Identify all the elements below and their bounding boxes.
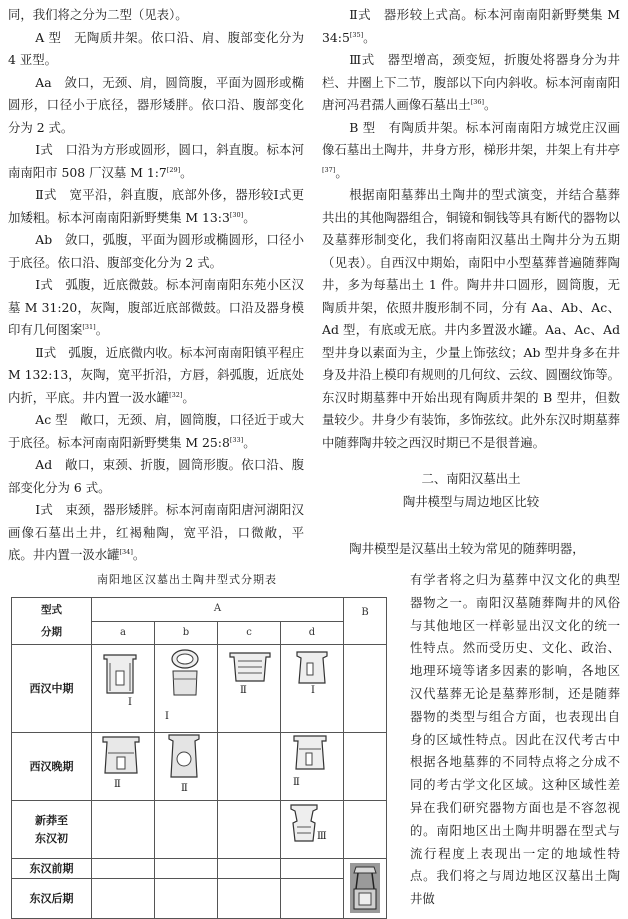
paragraph: 根据南阳墓葬出土陶井的型式演变，并结合墓葬共出的其他陶器组合，铜镜和铜钱等具有断代的器物以及墓葬形制变化，我们将南阳汉墓出土陶井分为五期（见表）。自西汉中期始，南阳中小型墓葬普遍随葬陶井，多为每墓出土 1 件。陶井井口圆形，圆筒腹，无陶质井架，依照井腹形制不同，分有 Aa、Ab、Ac、Ad 型，有底或无底。井内多置汲水罐。Aa、Ac、Ad 型井身以素面为主，少量上饰弦纹；Ab 型井身多在井身及井沿上模印有规则的几何纹、云纹、圆圈纹饰等。东汉时期墓葬中开始出现有陶质井架的 B 型井，但数量较少。井身少有装饰，多饰弦纹。此外东汉时期墓葬中随葬陶井较之西汉时期已不是很普遍。 <box>322 187 620 450</box>
form-label: Ⅱ <box>181 783 188 794</box>
paragraph: Ⅱ式 器形较上式高。标本河南南阳新野樊集 M 34:5[35]。 <box>322 7 620 45</box>
period-label: 新莽至 东汉初 <box>12 801 92 859</box>
footnote-ref[interactable]: [33] <box>229 435 244 444</box>
table-cell <box>92 645 155 733</box>
section-heading: 二、南阳汉墓出土 <box>421 471 521 486</box>
well-model-icon <box>293 733 327 771</box>
table-cell <box>281 859 344 879</box>
footnote-ref[interactable]: [36] <box>470 98 485 106</box>
well-model-icon <box>169 649 201 699</box>
table-cell <box>218 801 281 859</box>
section-heading: 陶井模型与周边地区比较 <box>402 493 540 509</box>
paragraph: Ⅰ式 口沿为方形或圆形，圆口，斜直腹。标本河南南阳市 508 厂汉墓 M 1:7[29]。 <box>8 142 304 180</box>
well-model-icon <box>102 649 138 695</box>
table-cell <box>155 801 218 859</box>
paragraph: Ab 敛口，弧腹，平面为圆形或椭圆形，口径小于底径。依口沿、腹部变化分为 2 式。 <box>8 232 304 270</box>
form-label: Ⅱ <box>240 685 247 696</box>
table-cell <box>344 733 387 801</box>
table-cell <box>218 645 281 733</box>
well-model-icon <box>228 649 272 683</box>
well-model-icon <box>295 649 329 685</box>
col-header-A: A <box>92 598 344 622</box>
paragraph: Ⅲ式 器型增高，颈变短，折腹处将器身分为井栏、井圈上下二节，腹部以下向内斜收。标本河南南阳唐河冯君孺人画像石墓出土[36]。 <box>322 52 620 112</box>
table-title: 南阳地区汉墓出土陶井型式分期表 <box>97 573 277 586</box>
header-type: 型式 <box>41 604 62 616</box>
table-cell <box>281 801 344 859</box>
period-table <box>11 597 387 919</box>
paragraph: A 型 无陶质井架。依口沿、肩、腹部变化分为 4 亚型。 <box>8 29 304 67</box>
form-label: Ⅲ <box>317 831 327 842</box>
col-header-d: d <box>281 621 344 645</box>
table-cell <box>155 733 218 801</box>
table-cell <box>155 879 218 919</box>
footnote-ref[interactable]: [31] <box>82 323 96 331</box>
table-cell <box>92 733 155 801</box>
paragraph: Ac 型 敞口，无颈、肩，圆筒腹，口径近于或大于底径。标本河南南阳新野樊集 M 25:8[33]。 <box>8 412 304 450</box>
paragraph: Ⅱ式 弧腹，近底微内收。标本河南南阳镇平程庄 M 132:13，灰陶，宽平折沿，方唇，斜弧腹，近底处内折，平底。井内置一汲水罐[32]。 <box>8 344 304 405</box>
table-cell <box>218 859 281 879</box>
footnote-ref[interactable]: [32] <box>169 390 183 399</box>
form-label: Ⅰ <box>128 697 132 708</box>
table-cell <box>92 801 155 859</box>
table-cell <box>344 801 387 859</box>
table-cell <box>344 645 387 733</box>
footnote-ref[interactable]: [35] <box>349 30 364 39</box>
table-cell <box>155 645 218 733</box>
table-cell <box>281 645 344 733</box>
col-header-B: B <box>344 598 387 645</box>
paragraph: Aa 敛口，无颈、肩，圆筒腹，平面为圆形或椭圆形，口径小于底径，器形矮胖。依口沿、腹部变化分为 2 式。 <box>8 74 304 135</box>
period-label: 东汉后期 <box>12 879 92 919</box>
well-model-icon <box>167 733 201 779</box>
paragraph: Ⅰ式 束颈，器形矮胖。标本河南南阳唐河湖阳汉画像石墓出土井，红褐釉陶，宽平沿，口微敞，平底。井内置一汲水罐[34]。 <box>8 502 304 562</box>
col-header-c: c <box>218 621 281 645</box>
form-label: Ⅱ <box>114 779 121 790</box>
col-header-b: b <box>155 621 218 645</box>
period-label: 东汉前期 <box>12 859 92 879</box>
paragraph: Ad 敞口，束颈、折腹，圆筒形腹。依口沿、腹部变化分为 6 式。 <box>8 457 304 495</box>
paragraph: Ⅰ式 弧腹，近底微鼓。标本河南南阳东苑小区汉墓 M 31:20，灰陶，腹部近底部微鼓。口沿及器身模印有几何图案[31]。 <box>8 277 304 337</box>
form-label: Ⅱ <box>293 777 300 788</box>
table-cell <box>218 733 281 801</box>
header-type-period <box>12 598 92 645</box>
wrapped-paragraph: 有学者将之归为墓葬中汉文化的典型器物之一。南阳汉墓随葬陶井的风俗与其他地区一样彰显出汉文化的统一性特点。然而受历史、文化、政治、地理环境等诸多因素的影响，各地区汉代墓葬无论是墓葬形制，还是随葬器物的类型与组合方面，也表现出自身的区域性特点。因此在汉代考古中根据各地墓葬的不同特点将之分成不同的考古学文化区域。这种区域性差异在我们研究器物方面也是不容忽视的。南阳地区出土陶井明器在型式与流行程度上表现出一定的地域性特点。我们将之与周边地区汉墓出土陶井做 <box>410 572 620 907</box>
period-label: 西汉中期 <box>12 645 92 733</box>
table-cell <box>218 879 281 919</box>
table-cell <box>344 859 387 919</box>
header-period: 分期 <box>41 626 62 638</box>
form-label: Ⅰ <box>165 711 169 722</box>
well-model-icon <box>289 803 319 843</box>
paragraph: 同，我们将之分为二型（见表）。 <box>8 7 188 22</box>
footnote-ref[interactable]: [30] <box>229 210 244 219</box>
footnote-ref[interactable]: [37] <box>322 165 336 174</box>
footnote-ref[interactable]: [29] <box>166 165 181 174</box>
table-cell <box>281 733 344 801</box>
paragraph-first-line: 陶井模型是汉墓出土较为常见的随葬明器， <box>349 541 585 556</box>
paragraph: Ⅱ式 宽平沿，斜直腹，底部外侈，器形较Ⅰ式更加矮粗。标本河南南阳新野樊集 M 13:3[30]。 <box>8 187 304 225</box>
table-cell <box>155 859 218 879</box>
footnote-ref[interactable]: [34] <box>119 548 133 556</box>
period-label: 西汉晚期 <box>12 733 92 801</box>
right-column <box>322 4 620 513</box>
table-cell <box>281 879 344 919</box>
table-cell <box>92 879 155 919</box>
form-label: Ⅰ <box>311 685 315 696</box>
well-model-icon <box>102 733 140 777</box>
col-header-a: a <box>92 621 155 645</box>
well-with-frame-icon <box>350 863 380 913</box>
paragraph: B 型 有陶质井架。标本河南南阳方城党庄汉画像石墓出土陶井，井身方形，梯形井架，井架上有井亭[37]。 <box>322 119 620 180</box>
table-cell <box>92 859 155 879</box>
left-column <box>8 4 304 567</box>
